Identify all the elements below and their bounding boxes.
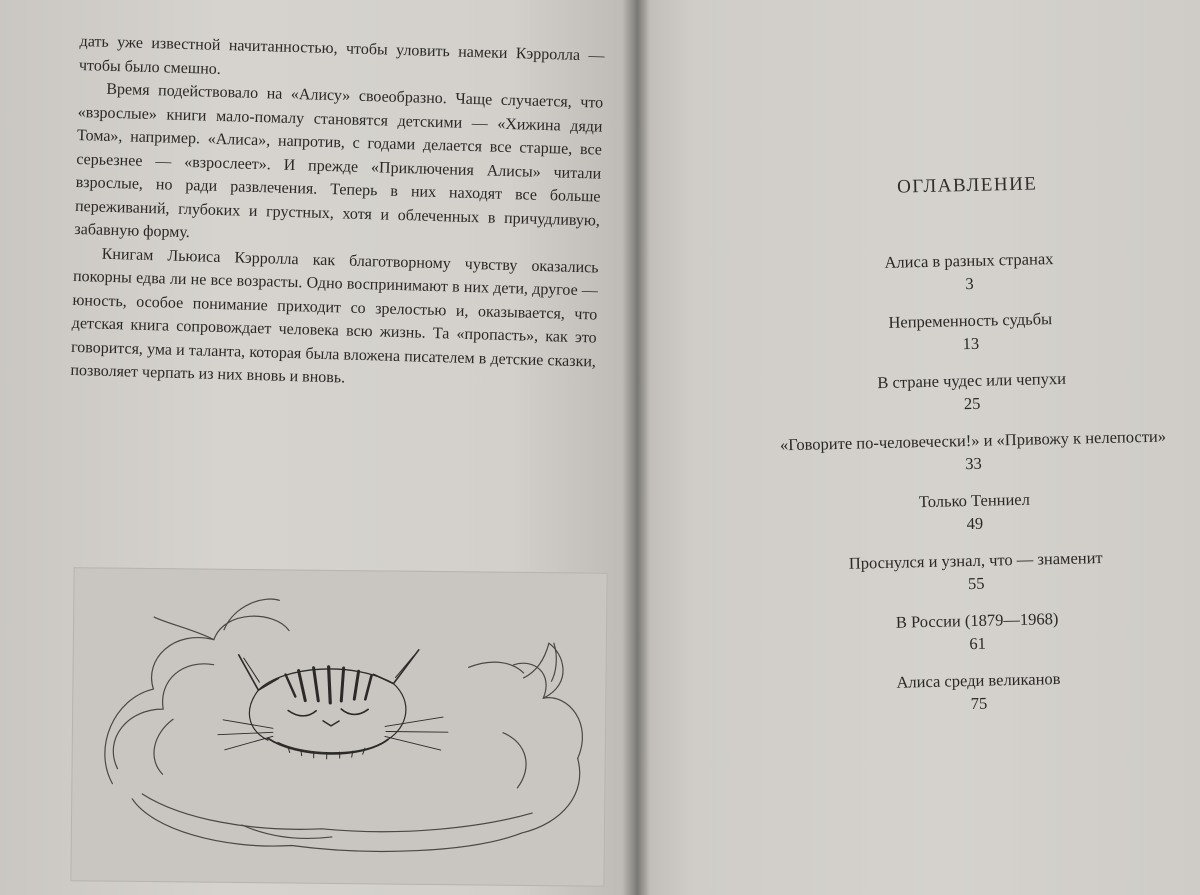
toc-entry-page: 75 <box>970 693 988 714</box>
toc-entry-page: 33 <box>965 453 983 474</box>
toc-entry <box>740 304 1200 360</box>
toc-entry <box>746 544 1200 600</box>
toc-entry-title: «Говорите по-человечески!» и «Привожу к нелепости» <box>779 426 1167 455</box>
toc-entry-title: В России (1879—1968) <box>895 609 1059 632</box>
toc-entry <box>747 604 1200 660</box>
toc-entry-page: 13 <box>962 333 980 354</box>
body-text <box>70 30 605 397</box>
toc-entry <box>744 484 1200 540</box>
toc-entry-title: Только Тенниел <box>918 489 1031 512</box>
toc-entry-page: 55 <box>967 573 985 594</box>
toc-entry <box>743 424 1200 480</box>
toc-entry-title: В стране чудес или чепухи <box>877 368 1067 393</box>
table-of-contents <box>737 170 1200 734</box>
toc-entry <box>741 364 1200 420</box>
toc-entry <box>739 244 1200 300</box>
toc-entry-page: 3 <box>965 273 974 294</box>
book-gutter <box>622 0 650 895</box>
toc-entry-title: Непременность судьбы <box>888 309 1053 332</box>
toc-entry-title: Алиса среди великанов <box>896 669 1061 692</box>
toc-heading: ОГЛАВЛЕНИЕ <box>896 173 1038 198</box>
toc-entry <box>748 664 1200 720</box>
cheshire-cat-illustration <box>70 567 607 887</box>
toc-entry-page: 25 <box>963 393 981 414</box>
toc-entry-title: Проснулся и узнал, что — знаменит <box>848 548 1103 573</box>
paragraph: дать уже известной начитанностью, чтобы уловить намеки Кэрролла — чтобы было смешно. <box>78 32 605 78</box>
paragraph: Книгам Льюиса Кэрролла как благотворному чувству оказались покорны едва ли не все возрасты. Одно воспринимают в них дети, другое — юность, особое понимание приходит со зрелостью и, оказывается, что детская книга сопровождает человека всю жизнь. Та «пропасть», как это говорится, ума и таланта, которая была вложена писателем в детские сказки, позволяет черпать из них вновь и вновь. <box>70 245 599 387</box>
toc-entry-page: 61 <box>969 633 987 654</box>
cheshire-cat-drawing <box>71 568 606 886</box>
paragraph: Время подействовало на «Алису» своеобразно. Чаще случается, что «взрослые» книги мало-помалу становятся детскими — «Хижина дяди Тома», например. «Алиса», напротив, с годами делается все старше, все серьезнее — «взрослеет». И прежде «Приключения Алисы» читали взрослые, но ради развлечения. Теперь в них находят все больше переживаний, глубоких и грустных, хотя и облеченных в причудливую, забавную форму. <box>74 80 604 242</box>
toc-entry-title: Алиса в разных странах <box>884 249 1054 272</box>
toc-entry-page: 49 <box>966 513 984 534</box>
